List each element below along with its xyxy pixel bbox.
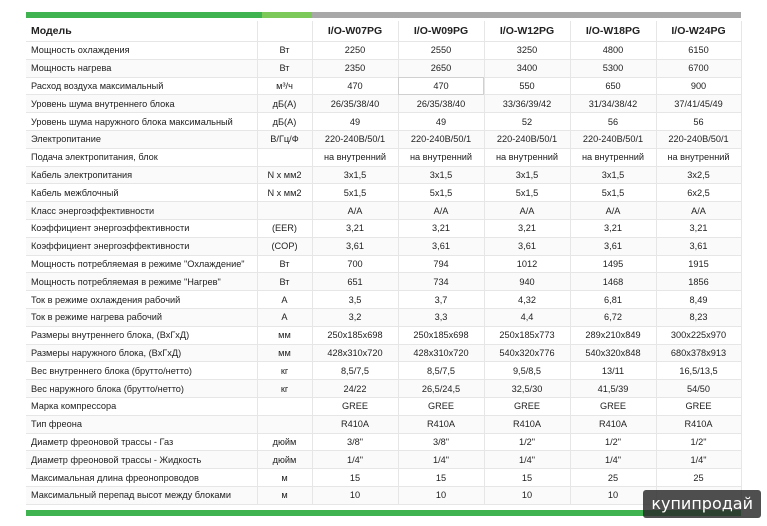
header-model: I/O-W18PG <box>570 21 656 42</box>
row-unit <box>257 397 312 415</box>
header-model-label: Модель <box>26 21 257 42</box>
row-unit: мм <box>257 344 312 362</box>
row-label: Ток в режиме нагрева рабочий <box>26 308 257 326</box>
cell-value: 3,2 <box>312 308 398 326</box>
table-row <box>26 326 741 344</box>
cell-value: 3,21 <box>484 219 570 237</box>
row-unit: дБ(А) <box>257 113 312 131</box>
row-unit: кг <box>257 362 312 380</box>
cell-value: 250x185x773 <box>484 326 570 344</box>
cell-value: 37/41/45/49 <box>656 95 741 113</box>
row-label: Тип фреона <box>26 415 257 433</box>
cell-value: 3400 <box>484 59 570 77</box>
cell-value: 4800 <box>570 42 656 60</box>
cell-value: 220-240В/50/1 <box>656 130 741 148</box>
row-label: Уровень шума наружного блока максимальный <box>26 113 257 131</box>
table-row <box>26 415 741 433</box>
cell-value: GREE <box>656 397 741 415</box>
table-row <box>26 219 741 237</box>
table-row <box>26 397 741 415</box>
cell-value: 10 <box>398 486 484 504</box>
cell-value: 2550 <box>398 42 484 60</box>
row-label: Вес наружного блока (брутто/нетто) <box>26 380 257 398</box>
row-unit: кг <box>257 380 312 398</box>
header-row <box>26 21 741 42</box>
cell-value: 5x1,5 <box>398 184 484 202</box>
row-unit <box>257 202 312 220</box>
row-label: Диаметр фреоновой трассы - Газ <box>26 433 257 451</box>
table-row <box>26 95 741 113</box>
cell-value: 15 <box>484 469 570 487</box>
cell-value: 5x1,5 <box>484 184 570 202</box>
row-unit: A <box>257 308 312 326</box>
cell-value: 300x225x970 <box>656 326 741 344</box>
cell-value: 6150 <box>656 42 741 60</box>
cell-value: 3,61 <box>312 237 398 255</box>
cell-value: 25 <box>570 469 656 487</box>
cell-value: 3x2,5 <box>656 166 741 184</box>
cell-value: 49 <box>312 113 398 131</box>
cell-value: 734 <box>398 273 484 291</box>
row-label: Мощность нагрева <box>26 59 257 77</box>
cell-value: 15 <box>312 469 398 487</box>
row-unit: В/Гц/Ф <box>257 130 312 148</box>
row-label: Мощность охлаждения <box>26 42 257 60</box>
row-label: Электропитание <box>26 130 257 148</box>
cell-value: 3x1,5 <box>312 166 398 184</box>
cell-value: 54/50 <box>656 380 741 398</box>
cell-value: 3,21 <box>656 219 741 237</box>
header-unit <box>257 21 312 42</box>
row-label: Размеры внутреннего блока, (ВхГхД) <box>26 326 257 344</box>
cell-value: 26,5/24,5 <box>398 380 484 398</box>
cell-value: 3,5 <box>312 291 398 309</box>
cell-value: 1/4" <box>656 451 741 469</box>
header-model: I/O-W09PG <box>398 21 484 42</box>
cell-value: 8,23 <box>656 308 741 326</box>
table-row <box>26 469 741 487</box>
cell-value: 250x185x698 <box>398 326 484 344</box>
cell-value: 1468 <box>570 273 656 291</box>
cell-value: 52 <box>484 113 570 131</box>
header-model: I/O-W07PG <box>312 21 398 42</box>
cell-value: 1/2" <box>570 433 656 451</box>
row-unit: мм <box>257 326 312 344</box>
row-unit: дюйм <box>257 451 312 469</box>
cell-value: 3,61 <box>398 237 484 255</box>
cell-value: A/A <box>570 202 656 220</box>
row-label: Максимальная длина фреонопроводов <box>26 469 257 487</box>
cell-value: 250x185x698 <box>312 326 398 344</box>
cell-value: 3,61 <box>570 237 656 255</box>
header-model: I/O-W24PG <box>656 21 741 42</box>
row-label: Мощность потребляемая в режиме "Охлаждение" <box>26 255 257 273</box>
row-unit: дюйм <box>257 433 312 451</box>
cell-value: GREE <box>570 397 656 415</box>
row-unit: Вт <box>257 255 312 273</box>
cell-value: 4,32 <box>484 291 570 309</box>
cell-value: 220-240В/50/1 <box>484 130 570 148</box>
cell-value: 32,5/30 <box>484 380 570 398</box>
cell-value: 33/36/39/42 <box>484 95 570 113</box>
table-row <box>26 42 741 60</box>
cell-value: GREE <box>312 397 398 415</box>
row-unit: N x мм2 <box>257 184 312 202</box>
cell-value: 3,61 <box>484 237 570 255</box>
cell-value: 220-240В/50/1 <box>570 130 656 148</box>
table-row <box>26 77 741 95</box>
cell-value: 794 <box>398 255 484 273</box>
row-label: Диаметр фреоновой трассы - Жидкость <box>26 451 257 469</box>
cell-value: A/A <box>398 202 484 220</box>
row-unit: Вт <box>257 273 312 291</box>
row-label: Коэффициент энергоэффективности <box>26 219 257 237</box>
cell-value: 4,4 <box>484 308 570 326</box>
cell-value: R410A <box>312 415 398 433</box>
table-row <box>26 451 741 469</box>
top-accent-bar <box>26 12 741 18</box>
cell-value: 900 <box>656 77 741 95</box>
cell-value: 650 <box>570 77 656 95</box>
cell-value: на внутренний <box>570 148 656 166</box>
table-row <box>26 291 741 309</box>
cell-value: 25 <box>656 469 741 487</box>
cell-value: 16,5/13,5 <box>656 362 741 380</box>
cell-value: A/A <box>656 202 741 220</box>
row-unit: дБ(А) <box>257 95 312 113</box>
row-label: Уровень шума внутреннего блока <box>26 95 257 113</box>
cell-value: 6,81 <box>570 291 656 309</box>
cell-value: 3,21 <box>570 219 656 237</box>
cell-value: 540x320x776 <box>484 344 570 362</box>
cell-value: 2350 <box>312 59 398 77</box>
cell-value: 3,21 <box>312 219 398 237</box>
top-bar-green-segment <box>26 12 262 18</box>
cell-value: 3x1,5 <box>570 166 656 184</box>
cell-value: 56 <box>656 113 741 131</box>
cell-value: 3,21 <box>398 219 484 237</box>
cell-value: 470 <box>398 77 484 95</box>
cell-value: 3/8" <box>312 433 398 451</box>
cell-value: R410A <box>398 415 484 433</box>
cell-value: 6,72 <box>570 308 656 326</box>
cell-value: 10 <box>570 486 656 504</box>
cell-value: 289x210x849 <box>570 326 656 344</box>
cell-value: 5300 <box>570 59 656 77</box>
table-row <box>26 344 741 362</box>
row-unit: Вт <box>257 59 312 77</box>
cell-value: 220-240В/50/1 <box>398 130 484 148</box>
table-row <box>26 184 741 202</box>
cell-value: 428x310x720 <box>312 344 398 362</box>
cell-value: 3x1,5 <box>398 166 484 184</box>
cell-value: GREE <box>484 397 570 415</box>
cell-value: 680x378x913 <box>656 344 741 362</box>
row-label: Мощность потребляемая в режиме "Нагрев" <box>26 273 257 291</box>
cell-value: 1915 <box>656 255 741 273</box>
cell-value: 6700 <box>656 59 741 77</box>
table-row <box>26 273 741 291</box>
top-bar-light-green-segment <box>262 12 312 18</box>
cell-value: 1/4" <box>398 451 484 469</box>
row-label: Кабель межблочный <box>26 184 257 202</box>
cell-value: 1/4" <box>312 451 398 469</box>
table-row <box>26 59 741 77</box>
cell-value: 550 <box>484 77 570 95</box>
table-row <box>26 237 741 255</box>
cell-value: A/A <box>484 202 570 220</box>
cell-value: 700 <box>312 255 398 273</box>
cell-value: 15 <box>398 469 484 487</box>
row-unit <box>257 148 312 166</box>
cell-value: на внутренний <box>656 148 741 166</box>
cell-value: 5x1,5 <box>570 184 656 202</box>
cell-value: 31/34/38/42 <box>570 95 656 113</box>
table-row <box>26 166 741 184</box>
row-label: Расход воздуха максимальный <box>26 77 257 95</box>
spec-table <box>26 21 742 505</box>
cell-value: R410A <box>570 415 656 433</box>
cell-value: 10 <box>484 486 570 504</box>
cell-value: 3,7 <box>398 291 484 309</box>
cell-value: R410A <box>484 415 570 433</box>
table-row <box>26 148 741 166</box>
cell-value: 49 <box>398 113 484 131</box>
row-unit: A <box>257 291 312 309</box>
cell-value: GREE <box>398 397 484 415</box>
cell-value: 10 <box>312 486 398 504</box>
row-label: Ток в режиме охлаждения рабочий <box>26 291 257 309</box>
cell-value: 24/22 <box>312 380 398 398</box>
row-label: Максимальный перепад высот между блоками <box>26 486 257 504</box>
row-label: Класс энергоэффективности <box>26 202 257 220</box>
cell-value: 3250 <box>484 42 570 60</box>
table-row <box>26 486 741 504</box>
cell-value: 3x1,5 <box>484 166 570 184</box>
table-row <box>26 113 741 131</box>
cell-value: 3,3 <box>398 308 484 326</box>
cell-value: 6x2,5 <box>656 184 741 202</box>
row-label: Размеры наружного блока, (ВхГхД) <box>26 344 257 362</box>
cell-value: 5x1,5 <box>312 184 398 202</box>
cell-value: 540x320x848 <box>570 344 656 362</box>
cell-value: 1/2" <box>484 433 570 451</box>
cell-value: 651 <box>312 273 398 291</box>
cell-value: 1/2" <box>656 433 741 451</box>
table-row <box>26 202 741 220</box>
cell-value: 1856 <box>656 273 741 291</box>
row-label: Подача электропитания, блок <box>26 148 257 166</box>
cell-value: 8,5/7,5 <box>398 362 484 380</box>
table-row <box>26 255 741 273</box>
cell-value: 9,5/8,5 <box>484 362 570 380</box>
bottom-accent-bar <box>26 510 741 516</box>
row-label: Коэффициент энергоэффективности <box>26 237 257 255</box>
watermark-logo: купипродай <box>643 490 761 518</box>
row-label: Кабель электропитания <box>26 166 257 184</box>
cell-value: A/A <box>312 202 398 220</box>
table-row <box>26 362 741 380</box>
row-label: Марка компрессора <box>26 397 257 415</box>
cell-value: R410A <box>656 415 741 433</box>
cell-value: на внутренний <box>398 148 484 166</box>
cell-value: 3/8" <box>398 433 484 451</box>
row-unit <box>257 415 312 433</box>
cell-value: 56 <box>570 113 656 131</box>
cell-value: 1/4" <box>570 451 656 469</box>
cell-value: на внутренний <box>312 148 398 166</box>
cell-value: 220-240В/50/1 <box>312 130 398 148</box>
cell-value: 8,49 <box>656 291 741 309</box>
cell-value: 2650 <box>398 59 484 77</box>
row-unit: м³/ч <box>257 77 312 95</box>
cell-value: 8,5/7,5 <box>312 362 398 380</box>
table-row <box>26 308 741 326</box>
row-label: Вес внутреннего блока (брутто/нетто) <box>26 362 257 380</box>
cell-value: 428x310x720 <box>398 344 484 362</box>
cell-value: 470 <box>312 77 398 95</box>
cell-value: 3,61 <box>656 237 741 255</box>
cell-value: 2250 <box>312 42 398 60</box>
cell-value: 1/4" <box>484 451 570 469</box>
table-row <box>26 380 741 398</box>
cell-value: 940 <box>484 273 570 291</box>
row-unit: (EER) <box>257 219 312 237</box>
row-unit: м <box>257 469 312 487</box>
cell-value: 13/11 <box>570 362 656 380</box>
cell-value: 26/35/38/40 <box>312 95 398 113</box>
top-bar-gray-segment <box>312 12 741 18</box>
cell-value: 1495 <box>570 255 656 273</box>
row-unit: Вт <box>257 42 312 60</box>
table-row <box>26 130 741 148</box>
row-unit: (COP) <box>257 237 312 255</box>
cell-value: 26/35/38/40 <box>398 95 484 113</box>
table-row <box>26 433 741 451</box>
row-unit: м <box>257 486 312 504</box>
cell-value: на внутренний <box>484 148 570 166</box>
header-model: I/O-W12PG <box>484 21 570 42</box>
cell-value: 41,5/39 <box>570 380 656 398</box>
row-unit: N x мм2 <box>257 166 312 184</box>
cell-value: 1012 <box>484 255 570 273</box>
